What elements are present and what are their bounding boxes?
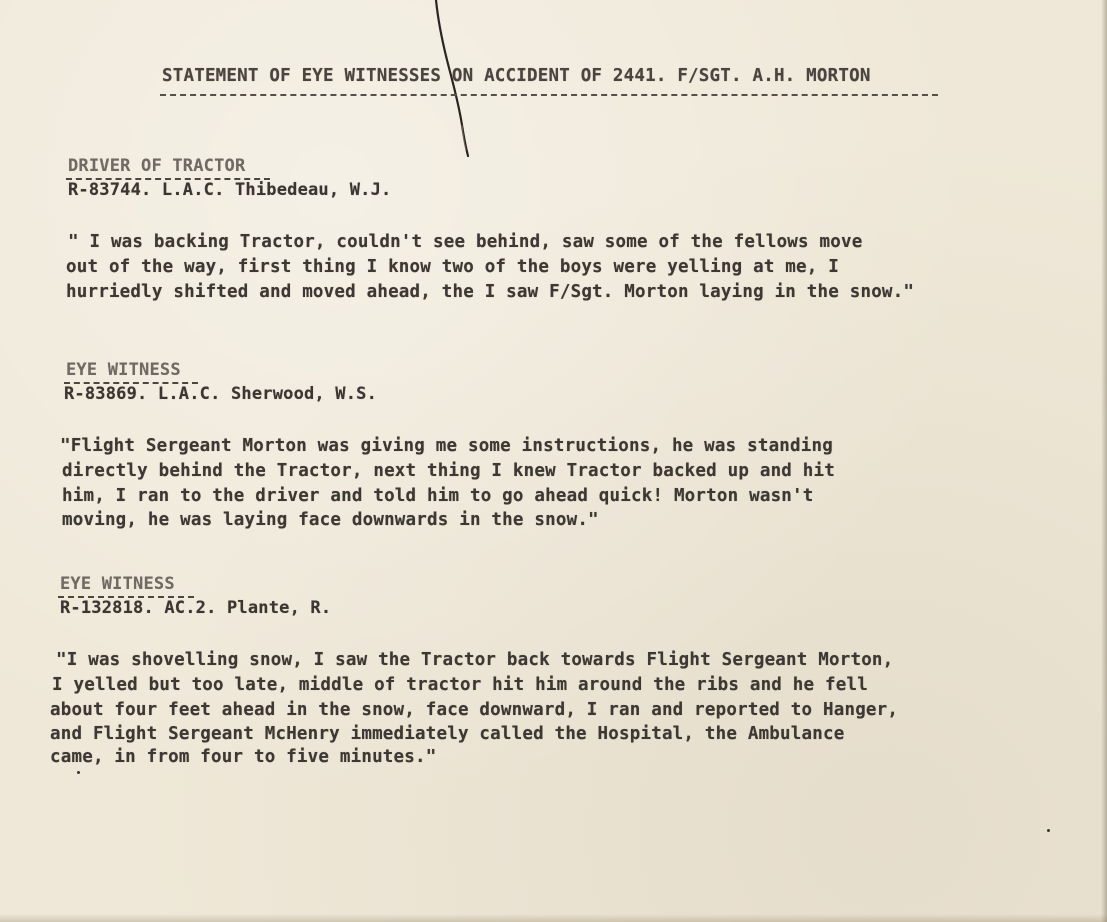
section-heading-eye-witness: EYE WITNESS [66, 360, 181, 380]
statement-line: moving, he was laying face downwards in the snow." [62, 510, 599, 530]
page-bottom-shadow [0, 914, 1107, 922]
statement-line: came, in from four to five minutes." [50, 747, 437, 767]
section-id-line: R-132818. AC.2. Plante, R. [60, 598, 332, 618]
statement-line: I yelled but too late, middle of tractor hit him around the ribs and he fell [52, 675, 868, 695]
statement-line: and Flight Sergeant McHenry immediately called the Hospital, the Ambulance [50, 724, 845, 744]
statement-line: " I was backing Tractor, couldn't see behind, saw some of the fellows move [68, 232, 863, 252]
section-id-line: R-83744. L.A.C. Thibedeau, W.J. [68, 180, 392, 200]
statement-line: out of the way, first thing I know two of the boys were yelling at me, I [66, 257, 839, 277]
document-title: STATEMENT OF EYE WITNESSES ON ACCIDENT OF 2441. F/SGT. A.H. MORTON [162, 66, 871, 86]
statement-line: him, I ran to the driver and told him to go ahead quick! Morton wasn't [62, 486, 814, 506]
title-underline [160, 94, 938, 96]
statement-line: hurriedly shifted and moved ahead, the I saw F/Sgt. Morton laying in the snow." [66, 282, 915, 302]
section-heading-eye-witness: EYE WITNESS [60, 574, 175, 594]
statement-line: "Flight Sergeant Morton was giving me some instructions, he was standing [60, 436, 833, 456]
statement-line: directly behind the Tractor, next thing I knew Tractor backed up and hit [62, 461, 835, 481]
ink-speck [1047, 829, 1050, 832]
statement-line: about four feet ahead in the snow, face downward, I ran and reported to Hanger, [50, 700, 899, 720]
ink-speck [77, 771, 80, 774]
section-id-line: R-83869. L.A.C. Sherwood, W.S. [64, 384, 378, 404]
section-heading-driver: DRIVER OF TRACTOR [68, 156, 246, 176]
page-edge-shadow [1101, 0, 1107, 922]
statement-line: "I was shovelling snow, I saw the Tractor back towards Flight Sergeant Morton, [56, 650, 894, 670]
